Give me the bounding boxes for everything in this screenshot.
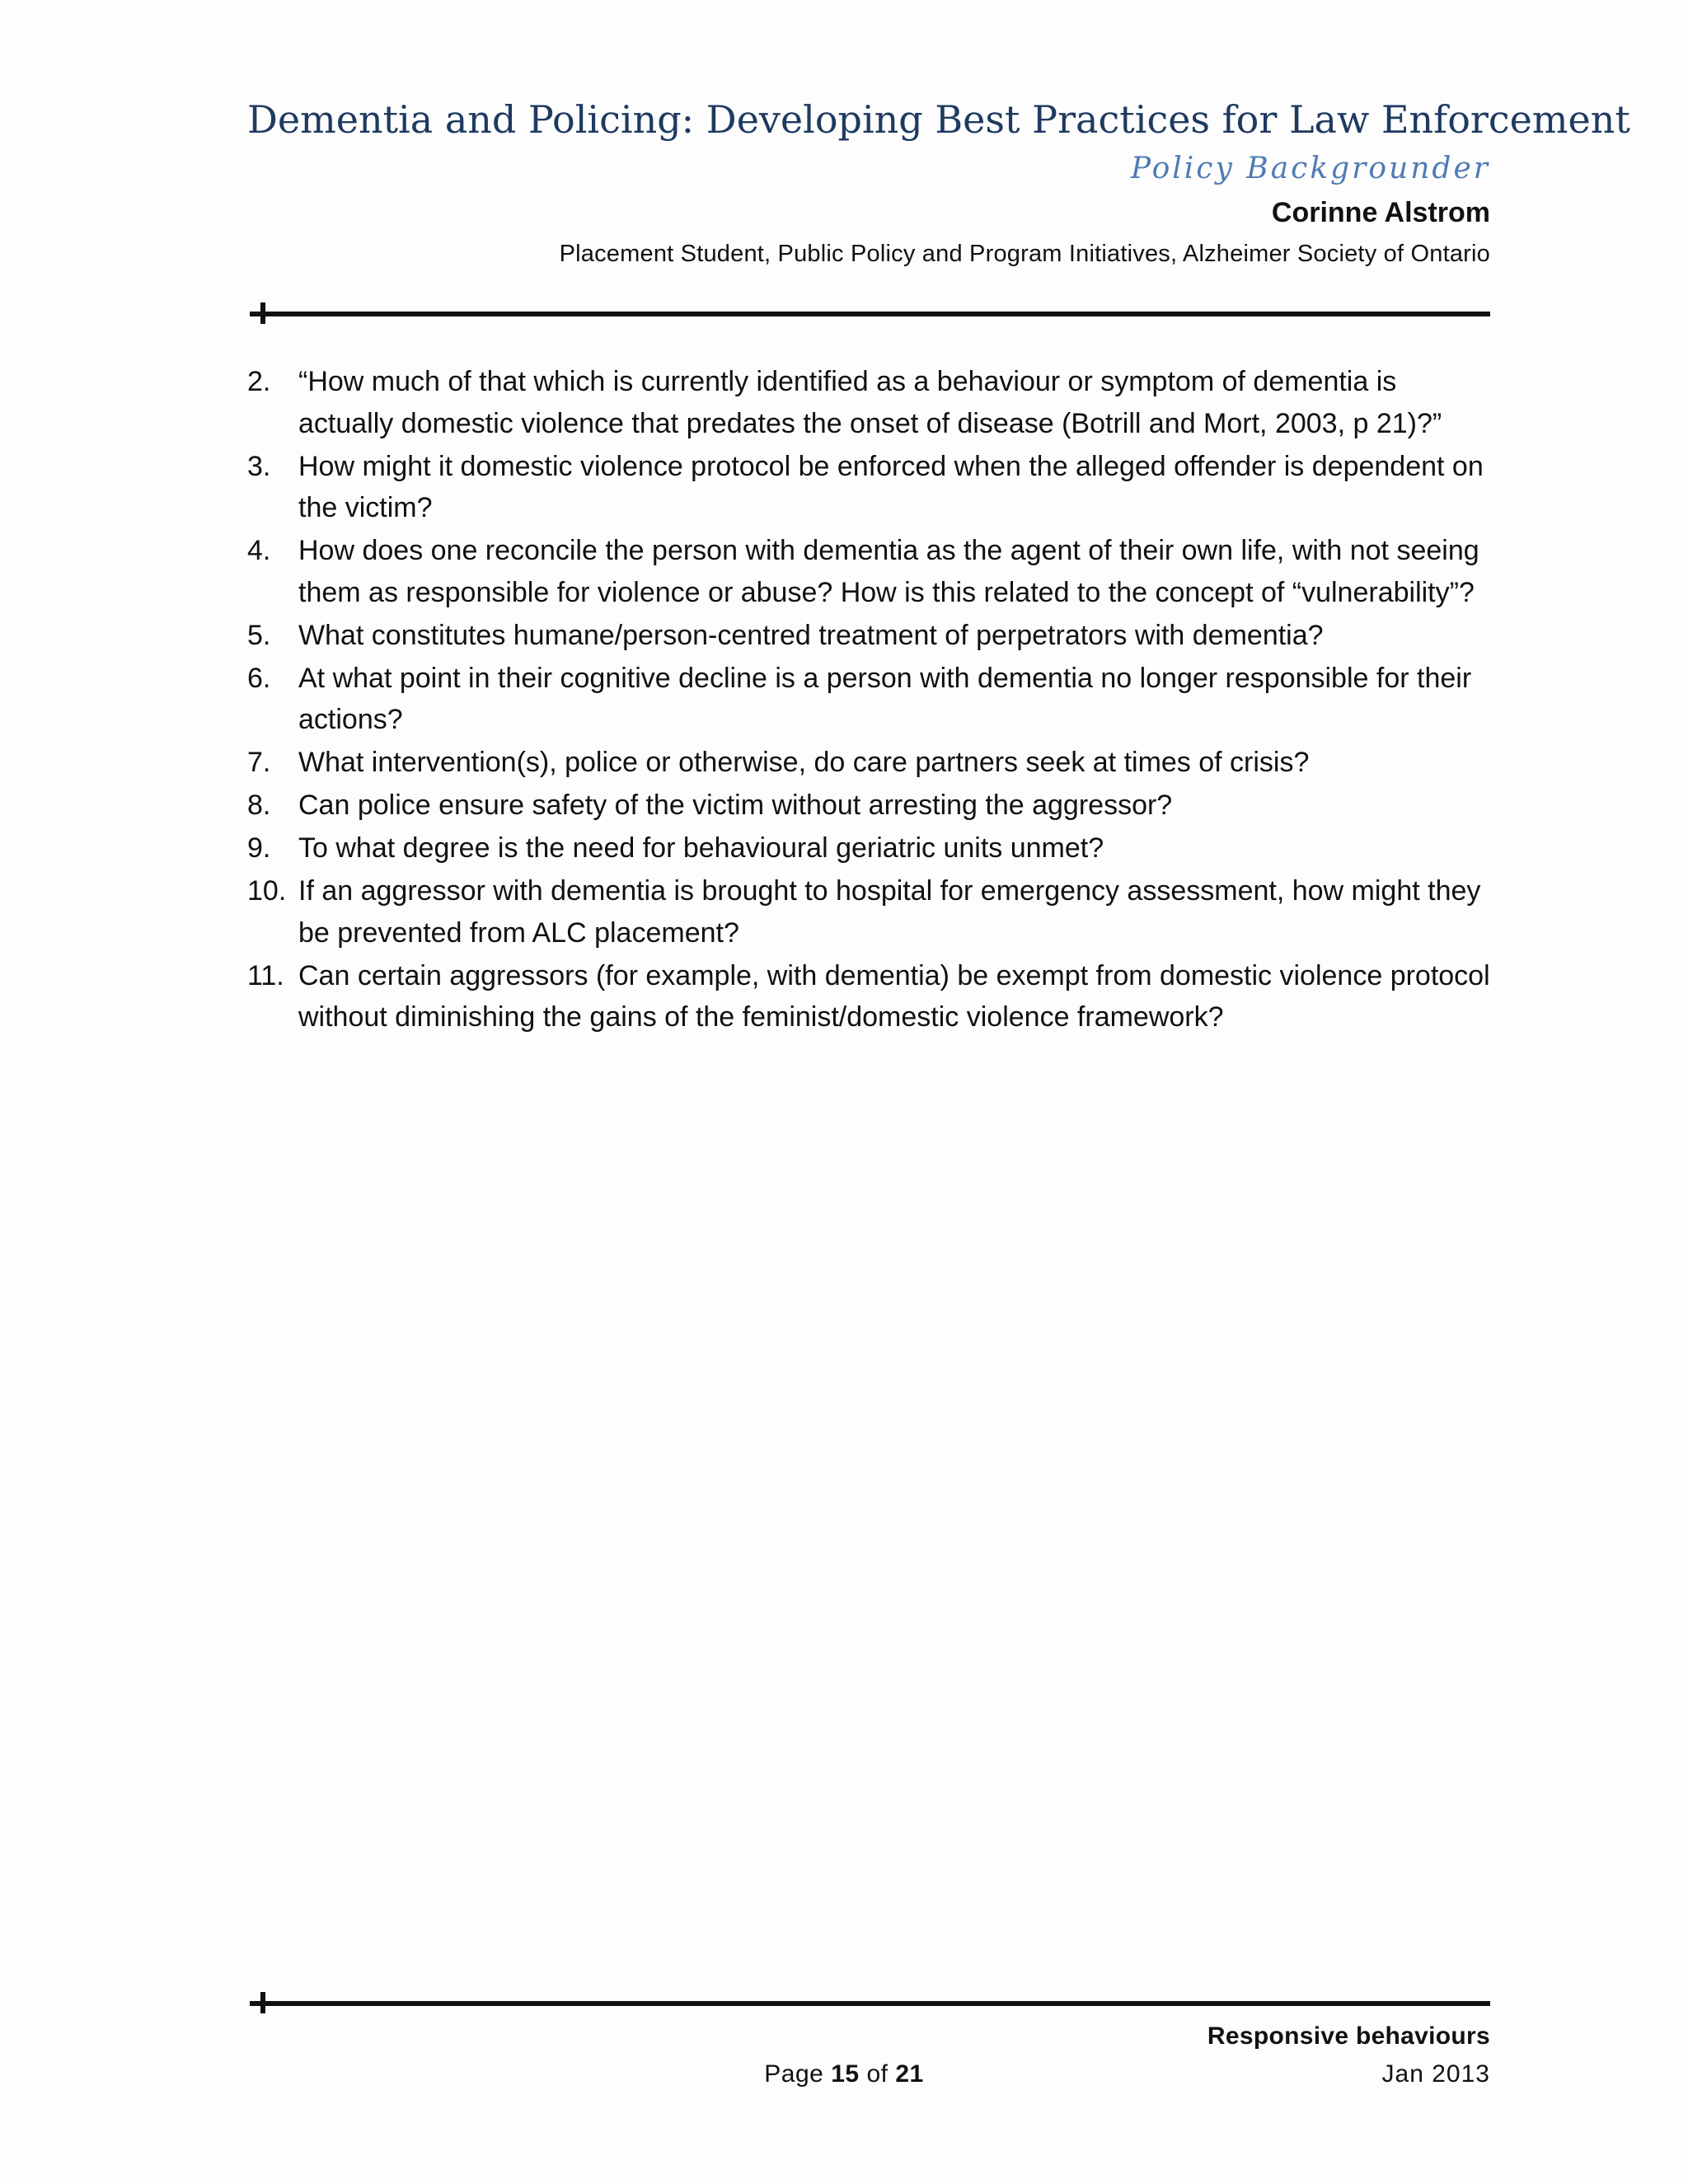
page-of: of xyxy=(866,2060,889,2088)
page-header xyxy=(247,95,1630,274)
header-rule xyxy=(250,312,1490,316)
item-text: At what point in their cognitive decline is a person with dementia no longer responsible for their actions? xyxy=(298,662,1472,735)
rule-tick-mark xyxy=(260,1992,265,2013)
item-number: 3. xyxy=(247,450,271,482)
list-item xyxy=(247,955,1492,1038)
item-text: What intervention(s), police or otherwise, do care partners seek at times of crisis? xyxy=(298,747,1310,778)
item-text: Can police ensure safety of the victim without arresting the aggressor? xyxy=(298,790,1173,821)
item-number: 10. xyxy=(247,875,287,907)
footer-section-label: Responsive behaviours xyxy=(1207,2022,1490,2050)
list-item xyxy=(247,742,1492,784)
item-text: “How much of that which is currently identified as a behaviour or symptom of dementia is actually domestic violence that predates the onset of disease (Botrill and Mort, 2003, p 21)?” xyxy=(298,366,1442,439)
item-number: 5. xyxy=(247,619,271,651)
item-number: 6. xyxy=(247,662,271,694)
item-number: 11. xyxy=(247,959,284,991)
document-subtitle: Policy Backgrounder xyxy=(1130,152,1490,185)
question-list xyxy=(247,361,1492,1039)
item-text: If an aggressor with dementia is brought to hospital for emergency assessment, how might they be prevented from ALC placement? xyxy=(298,875,1481,949)
list-item xyxy=(247,361,1492,444)
page-current: 15 xyxy=(831,2060,860,2088)
rule-tick-mark xyxy=(260,302,265,324)
item-text: How might it domestic violence protocol be enforced when the alleged offender is dependent on the victim? xyxy=(298,450,1484,523)
item-text: Can certain aggressors (for example, with dementia) be exempt from domestic violence protocol without diminishing the gains of the feminist/domestic violence framework? xyxy=(298,959,1490,1033)
page-prefix: Page xyxy=(764,2060,824,2088)
list-item xyxy=(247,658,1492,741)
item-text: What constitutes humane/person-centred treatment of perpetrators with dementia? xyxy=(298,619,1324,651)
page-total: 21 xyxy=(895,2060,924,2088)
item-number: 8. xyxy=(247,790,271,821)
author-name: Corinne Alstrom xyxy=(1271,197,1490,228)
footer-rule xyxy=(250,2001,1490,2006)
item-text: How does one reconcile the person with dementia as the agent of their own life, with not seeing them as responsible for violence or abuse? How is this related to the concept of “vulnerability”? xyxy=(298,535,1479,608)
item-number: 7. xyxy=(247,747,271,778)
list-item xyxy=(247,785,1492,827)
list-item xyxy=(247,615,1492,657)
item-number: 9. xyxy=(247,832,271,864)
item-number: 2. xyxy=(247,366,271,397)
list-item xyxy=(247,530,1492,613)
author-affiliation: Placement Student, Public Policy and Program Initiatives, Alzheimer Society of Ontario xyxy=(559,241,1490,267)
document-title: Dementia and Policing: Developing Best Practices for Law Enforcement xyxy=(247,97,1630,142)
list-item xyxy=(247,870,1492,954)
list-item xyxy=(247,827,1492,869)
item-text: To what degree is the need for behavioural geriatric units unmet? xyxy=(298,832,1104,864)
item-number: 4. xyxy=(247,535,271,566)
footer-date: Jan 2013 xyxy=(1381,2060,1490,2088)
list-item xyxy=(247,446,1492,529)
